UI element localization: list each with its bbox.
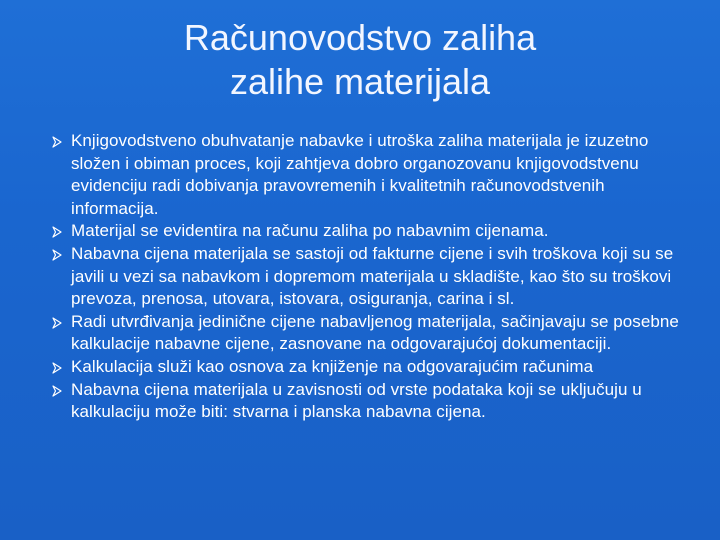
bullet-text: Nabavna cijena materijala se sastoji od fakturne cijene i svih troškova koji su se javili u vezi sa nabavkom i dopremom materijala u skladište, kao što su troškovi prevoza, prenosa, utovara, istovara, osiguranja, carina i sl. xyxy=(71,243,674,309)
slide-title-line-2: zalihe materijala xyxy=(229,61,491,102)
bullet-text: Radi utvrđivanja jedinične cijene nabavljenog materijala, sačinjavaju se posebne kalkulacije nabavne cijene, zasnovane na odgovarajućoj dokumentaciji. xyxy=(71,311,679,354)
bullet-text: Nabavna cijena materijala u zavisnosti od vrste podataka koji se uključuju u kalkulaciju može biti: stvarna i planska nabavna cijena. xyxy=(71,379,642,422)
bullet-text: Kalkulacija služi kao osnova za knjiženje na odgovarajućim računima xyxy=(71,356,594,376)
bullet-list xyxy=(52,130,692,424)
bullet-item xyxy=(52,243,692,311)
bullet-item xyxy=(52,130,692,220)
bullet-item xyxy=(52,379,692,424)
arrowhead-bullet-icon xyxy=(52,385,62,397)
slide-title xyxy=(60,16,660,104)
slide-title-line-1: Računovodstvo zaliha xyxy=(183,17,537,58)
bullet-text: Knjigovodstveno obuhvatanje nabavke i utroška zaliha materijala je izuzetno složen i obiman proces, koji zahtjeva dobro organozovanu knjigovodstvenu evidenciju radi dobivanja pravovremenih i kvalitetnih računovodstvenih informacija. xyxy=(71,131,649,218)
bullet-item xyxy=(52,311,692,356)
arrowhead-bullet-icon xyxy=(52,362,62,374)
bullet-item xyxy=(52,356,692,379)
arrowhead-bullet-icon xyxy=(52,317,62,329)
arrowhead-bullet-icon xyxy=(52,226,62,238)
arrowhead-bullet-icon xyxy=(52,136,62,148)
bullet-text: Materijal se evidentira na računu zaliha po nabavnim cijenama. xyxy=(71,221,549,241)
arrowhead-bullet-icon xyxy=(52,249,62,261)
bullet-item xyxy=(52,220,692,243)
